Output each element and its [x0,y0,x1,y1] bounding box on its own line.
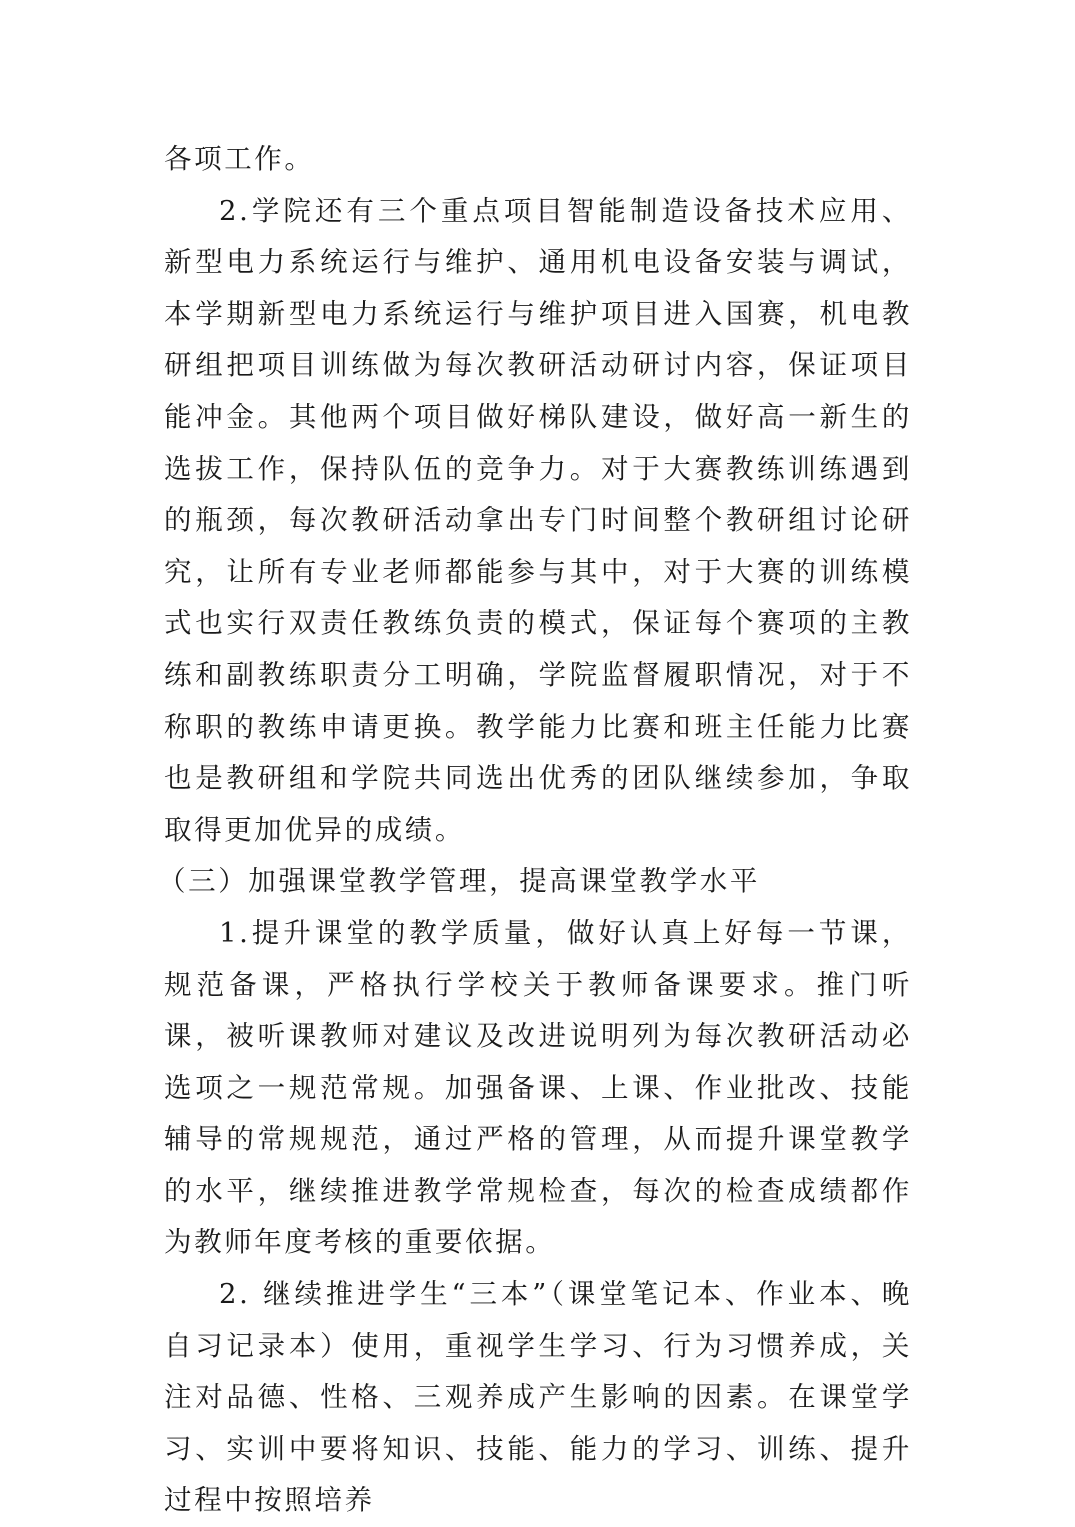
document-body [158,134,912,1527]
paragraph-item-2-competitions: 2.学院还有三个重点项目智能制造设备技术应用、新型电力系统运行与维护、通用机电设备安装与调试，本学期新型电力系统运行与维护项目进入国赛，机电教研组把项目训练做为每次教研活动研讨内容，保证项目能冲金。其他两个项目做好梯队建设，做好高一新生的选拔工作，保持队伍的竞争力。对于大赛教练训练遇到的瓶颈，每次教研活动拿出专门时间整个教研组讨论研究，让所有专业老师都能参与其中，对于大赛的训练模式也实行双责任教练负责的模式，保证每个赛项的主教练和副教练职责分工明确，学院监督履职情况，对于不称职的教练申请更换。教学能力比赛和班主任能力比赛也是教研组和学院共同选出优秀的团队继续参加，争取取得更加优异的成绩。 [164,194,912,846]
paragraph-item-1-classroom: 1.提升课堂的教学质量，做好认真上好每一节课，规范备课，严格执行学校关于教师备课要求。推门听课，被听课教师对建议及改进说明列为每次教研活动必选项之一规范常规。加强备课、上课、作业批改、技能辅导的常规规范，通过严格的管理，从而提升课堂教学的水平，继续推进教学常规检查，每次的检查成绩都作为教师年度考核的重要依据。 [164,916,912,1259]
paragraph-item-2-three-books: 2. 继续推进学生“三本”（课堂笔记本、作业本、晚自习记录本）使用，重视学生学习、行为习惯养成，关注对品德、性格、三观养成产生影响的因素。在课堂学习、实训中要将知识、技能、能力的学习、训练、提升过程中按照培养 [164,1278,912,1517]
continuation-paragraph: 各项工作。 [164,143,315,175]
section-heading-3: （三）加强课堂教学管理，提高课堂教学水平 [158,865,760,898]
